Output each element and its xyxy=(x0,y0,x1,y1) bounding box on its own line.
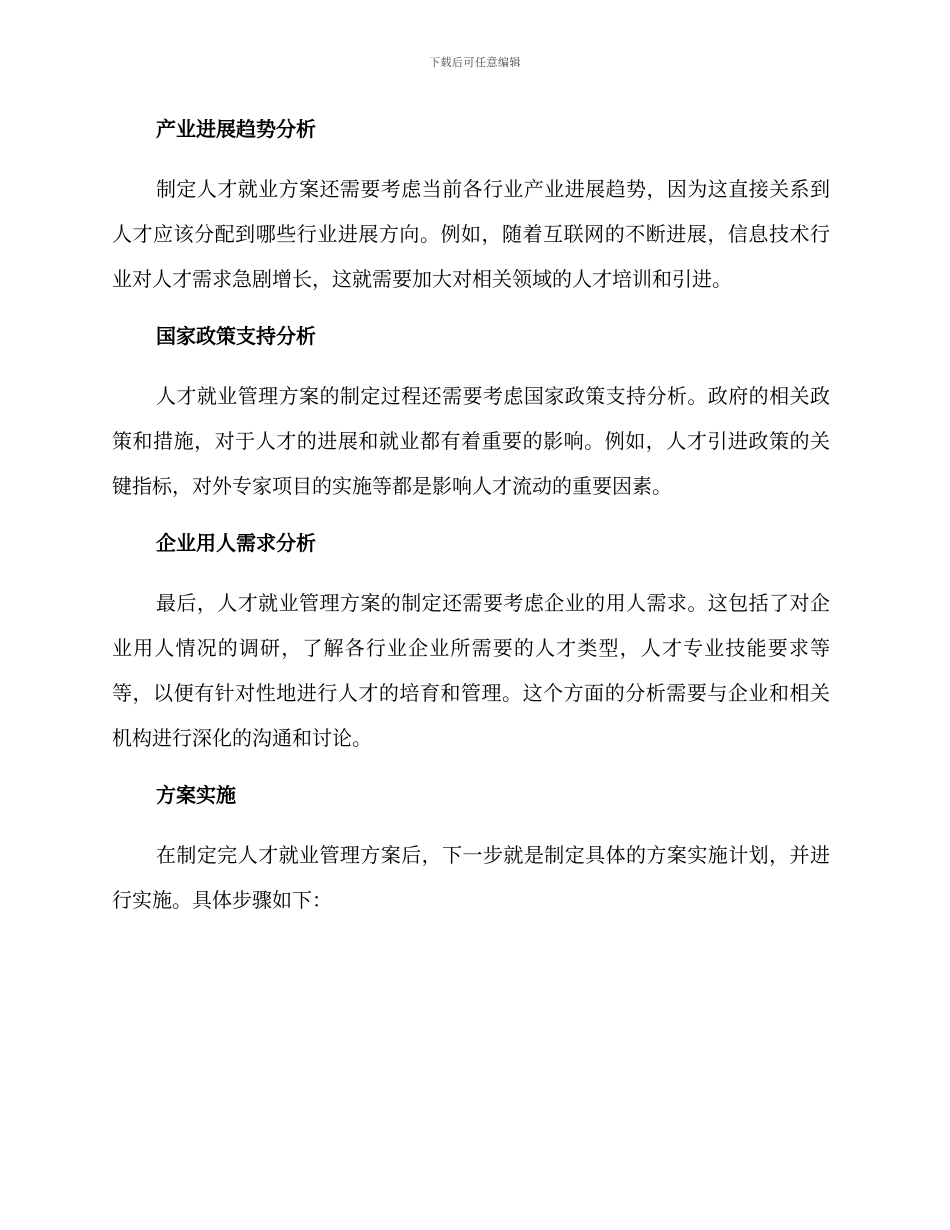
section-enterprise-demand xyxy=(112,527,830,761)
section-paragraph: 在制定完人才就业管理方案后，下一步就是制定具体的方案实施计划，并进行实施。具体步骤如下： xyxy=(112,843,830,912)
section-heading: 国家政策支持分析 xyxy=(156,324,316,348)
section-paragraph: 制定人才就业方案还需要考虑当前各行业产业进展趋势，因为这直接关系到人才应该分配到哪些行业进展方向。例如，随着互联网的不断进展，信息技术行业对人才需求急剧增长，这就需要加大对相关领域的人才培训和引进。 xyxy=(112,177,830,291)
section-heading: 企业用人需求分析 xyxy=(156,531,316,555)
section-heading: 方案实施 xyxy=(156,783,236,807)
section-heading: 产业进展趋势分析 xyxy=(156,117,316,141)
section-paragraph: 人才就业管理方案的制定过程还需要考虑国家政策支持分析。政府的相关政策和措施，对于人才的进展和就业都有着重要的影响。例如，人才引进政策的关键指标，对外专家项目的实施等都是影响人才流动的重要因素。 xyxy=(112,384,830,498)
document-body xyxy=(112,113,830,923)
section-policy-support xyxy=(112,320,830,509)
section-paragraph: 最后，人才就业管理方案的制定还需要考虑企业的用人需求。这包括了对企业用人情况的调研，了解各行业企业所需要的人才类型，人才专业技能要求等等，以便有针对性地进行人才的培育和管理。这个方面的分析需要与企业和相关机构进行深化的沟通和讨论。 xyxy=(112,591,830,750)
page-header-note: 下载后可任意编辑 xyxy=(429,56,521,69)
section-implementation xyxy=(112,779,830,923)
section-industry-trend xyxy=(112,113,830,302)
